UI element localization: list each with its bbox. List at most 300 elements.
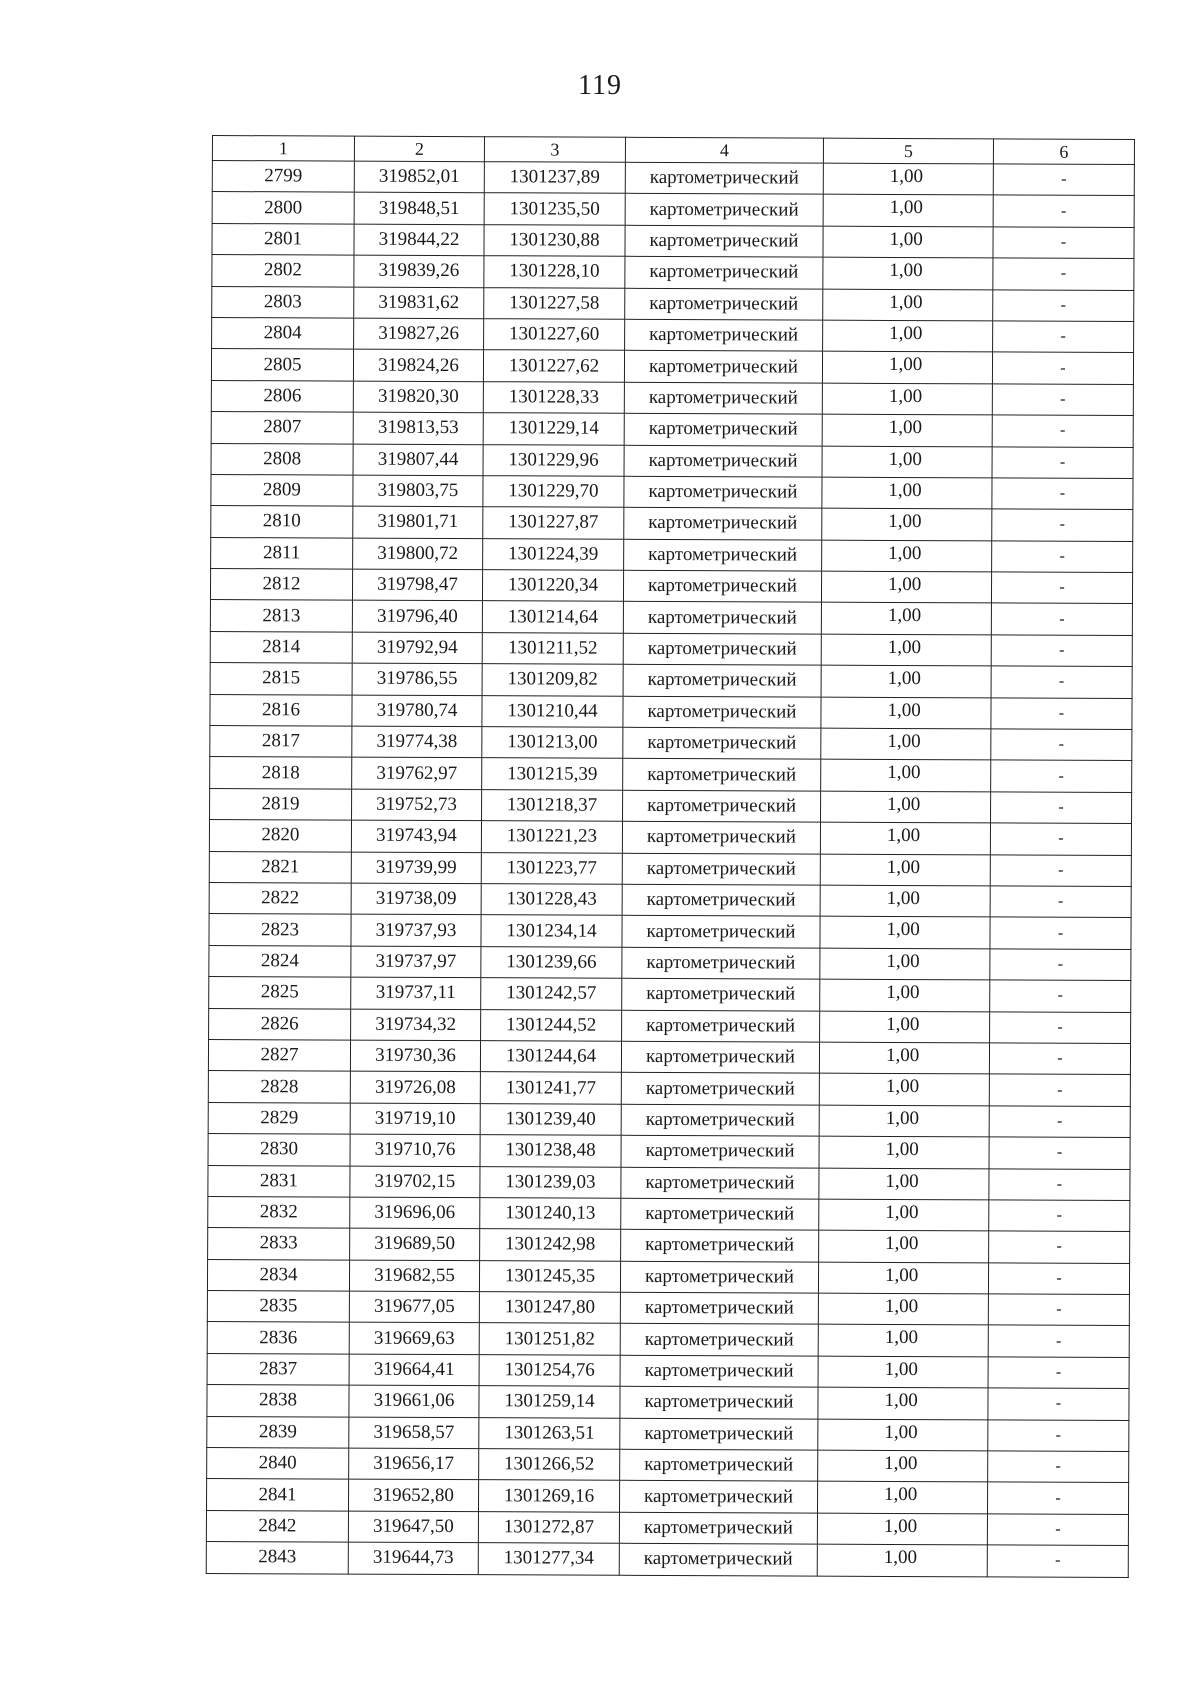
table-cell: картометрический — [621, 1104, 819, 1136]
table-cell: 1301229,14 — [483, 413, 624, 445]
table-row — [207, 1353, 1129, 1388]
table-cell: картометрический — [624, 539, 822, 571]
table-cell: - — [992, 415, 1133, 447]
table-row — [208, 1102, 1130, 1137]
table-cell: 1,00 — [818, 1356, 988, 1388]
table-cell: 2819 — [210, 788, 352, 820]
table-cell: 2829 — [208, 1102, 350, 1134]
table-cell: картометрический — [621, 1073, 819, 1105]
table-row — [208, 1071, 1130, 1106]
table-cell: 1301244,64 — [480, 1041, 621, 1073]
table-cell: картометрический — [622, 884, 820, 916]
table-cell: - — [993, 321, 1134, 353]
table-row — [207, 1322, 1129, 1357]
page-number: 119 — [578, 70, 622, 101]
table-cell: картометрический — [620, 1418, 818, 1450]
table-cell: 2842 — [206, 1510, 348, 1542]
table-cell: 1301230,88 — [484, 224, 625, 256]
table-cell: 319762,97 — [352, 758, 482, 790]
coordinates-table-container — [206, 135, 1134, 1578]
table-cell: 2805 — [211, 349, 353, 381]
table-cell: - — [989, 1200, 1130, 1232]
table-cell: 1301221,23 — [481, 821, 622, 853]
table-cell: 2826 — [209, 1008, 351, 1040]
table-row — [209, 977, 1131, 1012]
table-cell: картометрический — [623, 633, 821, 665]
table-cell: 1301269,16 — [478, 1480, 619, 1512]
table-cell: 1301220,34 — [482, 570, 623, 602]
table-cell: 1301238,48 — [480, 1135, 621, 1167]
table-cell: картометрический — [622, 853, 820, 885]
table-cell: картометрический — [622, 978, 820, 1010]
table-cell: картометрический — [621, 1167, 819, 1199]
table-cell: 1301234,14 — [481, 915, 622, 947]
table-cell: - — [989, 1137, 1130, 1169]
table-cell: 319752,73 — [352, 789, 482, 821]
table-cell: 1,00 — [821, 665, 991, 697]
table-row — [210, 694, 1132, 729]
table-cell: 319656,17 — [349, 1448, 479, 1480]
table-cell: картометрический — [623, 602, 821, 634]
table-cell: 1301210,44 — [482, 695, 623, 727]
table-cell: 319786,55 — [352, 663, 482, 695]
table-cell: 1,00 — [819, 1105, 989, 1137]
table-row — [208, 1196, 1130, 1231]
table-cell: 1301229,96 — [483, 444, 624, 476]
table-cell: картометрический — [622, 822, 820, 854]
table-cell: 319813,53 — [353, 412, 483, 444]
table-row — [207, 1385, 1129, 1420]
table-cell: 319682,55 — [349, 1260, 479, 1292]
table-row — [211, 412, 1133, 447]
table-row — [212, 192, 1134, 227]
table-cell: 1301242,57 — [481, 978, 622, 1010]
table-cell: 1,00 — [819, 1199, 989, 1231]
table-cell: 2825 — [209, 977, 351, 1009]
table-cell: 1301227,87 — [483, 507, 624, 539]
table-cell: - — [988, 1420, 1129, 1452]
table-cell: 2837 — [207, 1353, 349, 1385]
table-cell: 1,00 — [823, 289, 993, 321]
table-cell: 2813 — [210, 600, 352, 632]
table-cell: 2815 — [210, 663, 352, 695]
table-cell: картометрический — [623, 665, 821, 697]
table-cell: 2817 — [210, 726, 352, 758]
table-cell: 1,00 — [818, 1325, 988, 1357]
table-cell: 319658,57 — [349, 1417, 479, 1449]
table-cell: 2836 — [207, 1322, 349, 1354]
table-cell: 319739,99 — [351, 852, 481, 884]
table-row — [211, 537, 1133, 572]
table-cell: 2802 — [212, 255, 354, 287]
table-cell: 319824,26 — [353, 349, 483, 381]
table-cell: картометрический — [623, 727, 821, 759]
table-cell: картометрический — [621, 1198, 819, 1230]
table-row — [208, 1165, 1130, 1200]
table-cell: 1,00 — [821, 791, 991, 823]
table-cell: 319796,40 — [352, 601, 482, 633]
table-cell: 1301266,52 — [479, 1449, 620, 1481]
table-row — [211, 443, 1133, 478]
table-cell: 2835 — [207, 1291, 349, 1323]
table-row — [208, 1228, 1130, 1263]
table-cell: картометрический — [620, 1355, 818, 1387]
table-row — [210, 631, 1132, 666]
table-cell: 319831,62 — [354, 287, 484, 319]
table-cell: - — [990, 980, 1131, 1012]
table-cell: 1301240,13 — [480, 1198, 621, 1230]
table-cell: - — [993, 227, 1134, 259]
table-cell: 1,00 — [819, 1136, 989, 1168]
table-cell: 1,00 — [820, 917, 990, 949]
table-cell: 319644,73 — [348, 1542, 478, 1574]
table-cell: картометрический — [620, 1324, 818, 1356]
table-cell: - — [992, 478, 1133, 510]
coordinates-table — [206, 135, 1135, 1578]
column-header: 2 — [354, 136, 484, 162]
table-cell: 319737,11 — [351, 977, 481, 1009]
table-cell: 1301228,10 — [484, 256, 625, 288]
table-cell: картометрический — [619, 1512, 817, 1544]
table-cell: 319730,36 — [350, 1040, 480, 1072]
table-cell: картометрический — [623, 696, 821, 728]
table-cell: 2799 — [212, 161, 354, 193]
table-cell: - — [993, 258, 1134, 290]
table-cell: 1301241,77 — [480, 1072, 621, 1104]
table-cell: - — [987, 1545, 1128, 1577]
table-cell: - — [991, 792, 1132, 824]
table-cell: 1301227,58 — [484, 287, 625, 319]
table-cell: 319738,09 — [351, 883, 481, 915]
table-cell: 1,00 — [822, 508, 992, 540]
table-row — [206, 1479, 1128, 1514]
column-header: 3 — [484, 137, 625, 163]
column-header: 6 — [993, 139, 1134, 165]
table-cell: картометрический — [623, 759, 821, 791]
table-cell: картометрический — [625, 256, 823, 288]
table-cell: 2812 — [210, 569, 352, 601]
table-cell: - — [991, 760, 1132, 792]
table-row — [207, 1291, 1129, 1326]
table-cell: 2821 — [209, 851, 351, 883]
table-cell: 319702,15 — [350, 1166, 480, 1198]
table-cell: картометрический — [622, 947, 820, 979]
table-cell: - — [990, 917, 1131, 949]
table-cell: 2827 — [208, 1039, 350, 1071]
table-cell: 1301224,39 — [483, 538, 624, 570]
table-cell: 1,00 — [821, 634, 991, 666]
table-cell: 1,00 — [823, 195, 993, 227]
table-cell: 1,00 — [821, 760, 991, 792]
table-cell: картометрический — [623, 570, 821, 602]
table-cell: 1,00 — [818, 1262, 988, 1294]
table-cell: 2808 — [211, 443, 353, 475]
table-cell: 1301239,66 — [481, 946, 622, 978]
table-cell: 319734,32 — [351, 1009, 481, 1041]
table-row — [210, 569, 1132, 604]
table-cell: 319807,44 — [353, 444, 483, 476]
table-cell: 2811 — [211, 537, 353, 569]
table-cell: картометрический — [620, 1387, 818, 1419]
table-cell: картометрический — [622, 1010, 820, 1042]
table-cell: - — [993, 164, 1134, 196]
table-cell: 1,00 — [820, 979, 990, 1011]
table-cell: 2801 — [212, 223, 354, 255]
table-cell: - — [988, 1451, 1129, 1483]
table-cell: 2824 — [209, 945, 351, 977]
table-cell: 2804 — [212, 317, 354, 349]
table-cell: 1,00 — [822, 383, 992, 415]
table-row — [209, 1008, 1131, 1043]
table-cell: - — [989, 1106, 1130, 1138]
table-cell: 1,00 — [821, 697, 991, 729]
table-row — [209, 882, 1131, 917]
table-cell: - — [987, 1482, 1128, 1514]
column-header: 5 — [823, 138, 993, 164]
table-row — [212, 255, 1134, 290]
table-cell: 2809 — [211, 474, 353, 506]
table-cell: 1,00 — [820, 948, 990, 980]
table-cell: 1301239,40 — [480, 1103, 621, 1135]
table-cell: 1,00 — [822, 446, 992, 478]
table-cell: - — [989, 1168, 1130, 1200]
table-cell: 319737,97 — [351, 946, 481, 978]
table-cell: 2833 — [208, 1228, 350, 1260]
table-cell: 1,00 — [819, 1230, 989, 1262]
table-row — [212, 223, 1134, 258]
table-cell: 1301218,37 — [482, 789, 623, 821]
table-cell: 1,00 — [818, 1293, 988, 1325]
table-cell: - — [993, 289, 1134, 321]
table-cell: 1,00 — [820, 885, 990, 917]
table-cell: 1,00 — [820, 854, 990, 886]
table-row — [211, 380, 1133, 415]
table-cell: 1,00 — [822, 540, 992, 572]
table-cell: 319710,76 — [350, 1134, 480, 1166]
column-header: 1 — [212, 136, 354, 162]
table-cell: 319726,08 — [350, 1071, 480, 1103]
table-cell: 319719,10 — [350, 1103, 480, 1135]
table-cell: 1,00 — [821, 603, 991, 635]
table-cell: - — [988, 1325, 1129, 1357]
table-cell: 1,00 — [823, 257, 993, 289]
table-row — [210, 757, 1132, 792]
table-cell: 319820,30 — [353, 381, 483, 413]
table-cell: 2841 — [206, 1479, 348, 1511]
table-row — [209, 820, 1131, 855]
table-cell: 2814 — [210, 631, 352, 663]
table-cell: 1301259,14 — [479, 1386, 620, 1418]
table-cell: 1301227,62 — [483, 350, 624, 382]
table-cell: 2806 — [211, 380, 353, 412]
table-cell: 1301215,39 — [482, 758, 623, 790]
table-cell: 1,00 — [817, 1544, 987, 1576]
table-cell: картометрический — [625, 225, 823, 257]
table-cell: 319852,01 — [354, 161, 484, 193]
table-cell: - — [989, 1231, 1130, 1263]
table-cell: 319664,41 — [349, 1354, 479, 1386]
table-cell: 2838 — [207, 1385, 349, 1417]
table-cell: 319689,50 — [350, 1228, 480, 1260]
table-row — [207, 1448, 1129, 1483]
table-cell: картометрический — [625, 288, 823, 320]
table-cell: 319677,05 — [349, 1291, 479, 1323]
table-cell: 319798,47 — [352, 569, 482, 601]
table-cell: картометрический — [624, 351, 822, 383]
table-cell: 1301244,52 — [481, 1009, 622, 1041]
table-row — [209, 851, 1131, 886]
table-row — [207, 1416, 1129, 1451]
table-cell: - — [989, 1074, 1130, 1106]
table-cell: - — [993, 195, 1134, 227]
table-cell: 1,00 — [820, 1011, 990, 1043]
table-cell: картометрический — [624, 413, 822, 445]
table-cell: 2832 — [208, 1196, 350, 1228]
table-cell: - — [991, 635, 1132, 667]
table-cell: 1301229,70 — [483, 476, 624, 508]
table-cell: 1301209,82 — [482, 664, 623, 696]
table-cell: 319774,38 — [352, 726, 482, 758]
table-cell: 1301245,35 — [479, 1260, 620, 1292]
table-cell: 1,00 — [823, 320, 993, 352]
table-cell: 2839 — [207, 1416, 349, 1448]
table-cell: картометрический — [624, 445, 822, 477]
table-cell: картометрический — [621, 1230, 819, 1262]
table-cell: 319839,26 — [354, 255, 484, 287]
table-cell: 1301272,87 — [478, 1511, 619, 1543]
table-cell: 319652,80 — [348, 1480, 478, 1512]
table-cell: - — [988, 1294, 1129, 1326]
table-row — [209, 945, 1131, 980]
table-cell: 319743,94 — [351, 820, 481, 852]
table-cell: 319661,06 — [349, 1385, 479, 1417]
table-cell: 319669,63 — [349, 1323, 479, 1355]
table-cell: 1,00 — [819, 1168, 989, 1200]
table-cell: 319737,93 — [351, 914, 481, 946]
table-cell: 2810 — [211, 506, 353, 538]
table-cell: картометрический — [624, 508, 822, 540]
table-cell: 1301211,52 — [482, 633, 623, 665]
table-cell: 319696,06 — [350, 1197, 480, 1229]
table-cell: 1,00 — [823, 226, 993, 258]
table-cell: 1,00 — [819, 1042, 989, 1074]
table-cell: картометрический — [620, 1292, 818, 1324]
table-row — [212, 161, 1134, 196]
table-cell: 319647,50 — [348, 1511, 478, 1543]
table-cell: - — [991, 572, 1132, 604]
table-row — [210, 600, 1132, 635]
table-cell: картометрический — [621, 1135, 819, 1167]
table-cell: - — [991, 729, 1132, 761]
table-cell: 319780,74 — [352, 695, 482, 727]
table-cell: - — [992, 352, 1133, 384]
table-row — [210, 726, 1132, 761]
table-cell: 319848,51 — [354, 193, 484, 225]
table-cell: - — [990, 886, 1131, 918]
table-cell: картометрический — [625, 162, 823, 194]
table-row — [208, 1039, 1130, 1074]
table-cell: 1301239,03 — [480, 1166, 621, 1198]
table-cell: 1,00 — [822, 477, 992, 509]
table-cell: 1,00 — [819, 1073, 989, 1105]
table-cell: - — [990, 823, 1131, 855]
table-cell: 2834 — [207, 1259, 349, 1291]
table-row — [206, 1510, 1128, 1545]
table-cell: 1301263,51 — [479, 1417, 620, 1449]
table-cell: картометрический — [620, 1449, 818, 1481]
table-cell: 2830 — [208, 1134, 350, 1166]
table-cell: 1301237,89 — [484, 162, 625, 194]
table-cell: 1301254,76 — [479, 1355, 620, 1387]
table-cell: 1301223,77 — [481, 852, 622, 884]
table-cell: 2818 — [210, 757, 352, 789]
table-cell: 1,00 — [822, 352, 992, 384]
table-cell: 319792,94 — [352, 632, 482, 664]
table-cell: - — [988, 1357, 1129, 1389]
table-cell: - — [987, 1514, 1128, 1546]
table-cell: - — [991, 666, 1132, 698]
column-header: 4 — [625, 137, 823, 163]
table-row — [212, 317, 1134, 352]
table-cell: 319803,75 — [353, 475, 483, 507]
table-cell: картометрический — [621, 1041, 819, 1073]
table-row — [210, 788, 1132, 823]
table-cell: 319844,22 — [354, 224, 484, 256]
table-cell: 319801,71 — [353, 506, 483, 538]
table-cell: 1,00 — [821, 571, 991, 603]
table-cell: картометрический — [623, 790, 821, 822]
table-cell: 1301235,50 — [484, 193, 625, 225]
table-cell: - — [988, 1388, 1129, 1420]
table-cell: - — [989, 1043, 1130, 1075]
table-cell: - — [990, 854, 1131, 886]
table-cell: 2823 — [209, 914, 351, 946]
table-cell: картометрический — [619, 1543, 817, 1575]
table-cell: 1301228,33 — [483, 381, 624, 413]
table-cell: - — [990, 949, 1131, 981]
table-cell: - — [992, 384, 1133, 416]
table-cell: картометрический — [622, 916, 820, 948]
table-cell: 2828 — [208, 1071, 350, 1103]
table-cell: 2820 — [209, 820, 351, 852]
table-cell: - — [991, 603, 1132, 635]
table-row — [209, 914, 1131, 949]
table-cell: картометрический — [624, 476, 822, 508]
table-cell: - — [990, 1011, 1131, 1043]
table-cell: 319800,72 — [353, 538, 483, 570]
table-cell: 1301251,82 — [479, 1323, 620, 1355]
table-cell: 1301277,34 — [478, 1543, 619, 1575]
table-cell: 319827,26 — [354, 318, 484, 350]
table-body — [206, 161, 1134, 1578]
table-cell: картометрический — [625, 319, 823, 351]
table-cell: 1301228,43 — [481, 884, 622, 916]
table-cell: 2822 — [209, 882, 351, 914]
table-cell: - — [992, 509, 1133, 541]
table-cell: 2800 — [212, 192, 354, 224]
table-row — [207, 1259, 1129, 1294]
table-cell: - — [992, 446, 1133, 478]
table-cell: 1,00 — [817, 1513, 987, 1545]
table-row — [211, 474, 1133, 509]
table-cell: 1,00 — [821, 728, 991, 760]
table-cell: 1,00 — [818, 1450, 988, 1482]
table-cell: - — [991, 698, 1132, 730]
table-cell: 2807 — [211, 412, 353, 444]
table-cell: 1,00 — [820, 822, 990, 854]
table-cell: картометрический — [620, 1261, 818, 1293]
table-cell: 1,00 — [822, 414, 992, 446]
